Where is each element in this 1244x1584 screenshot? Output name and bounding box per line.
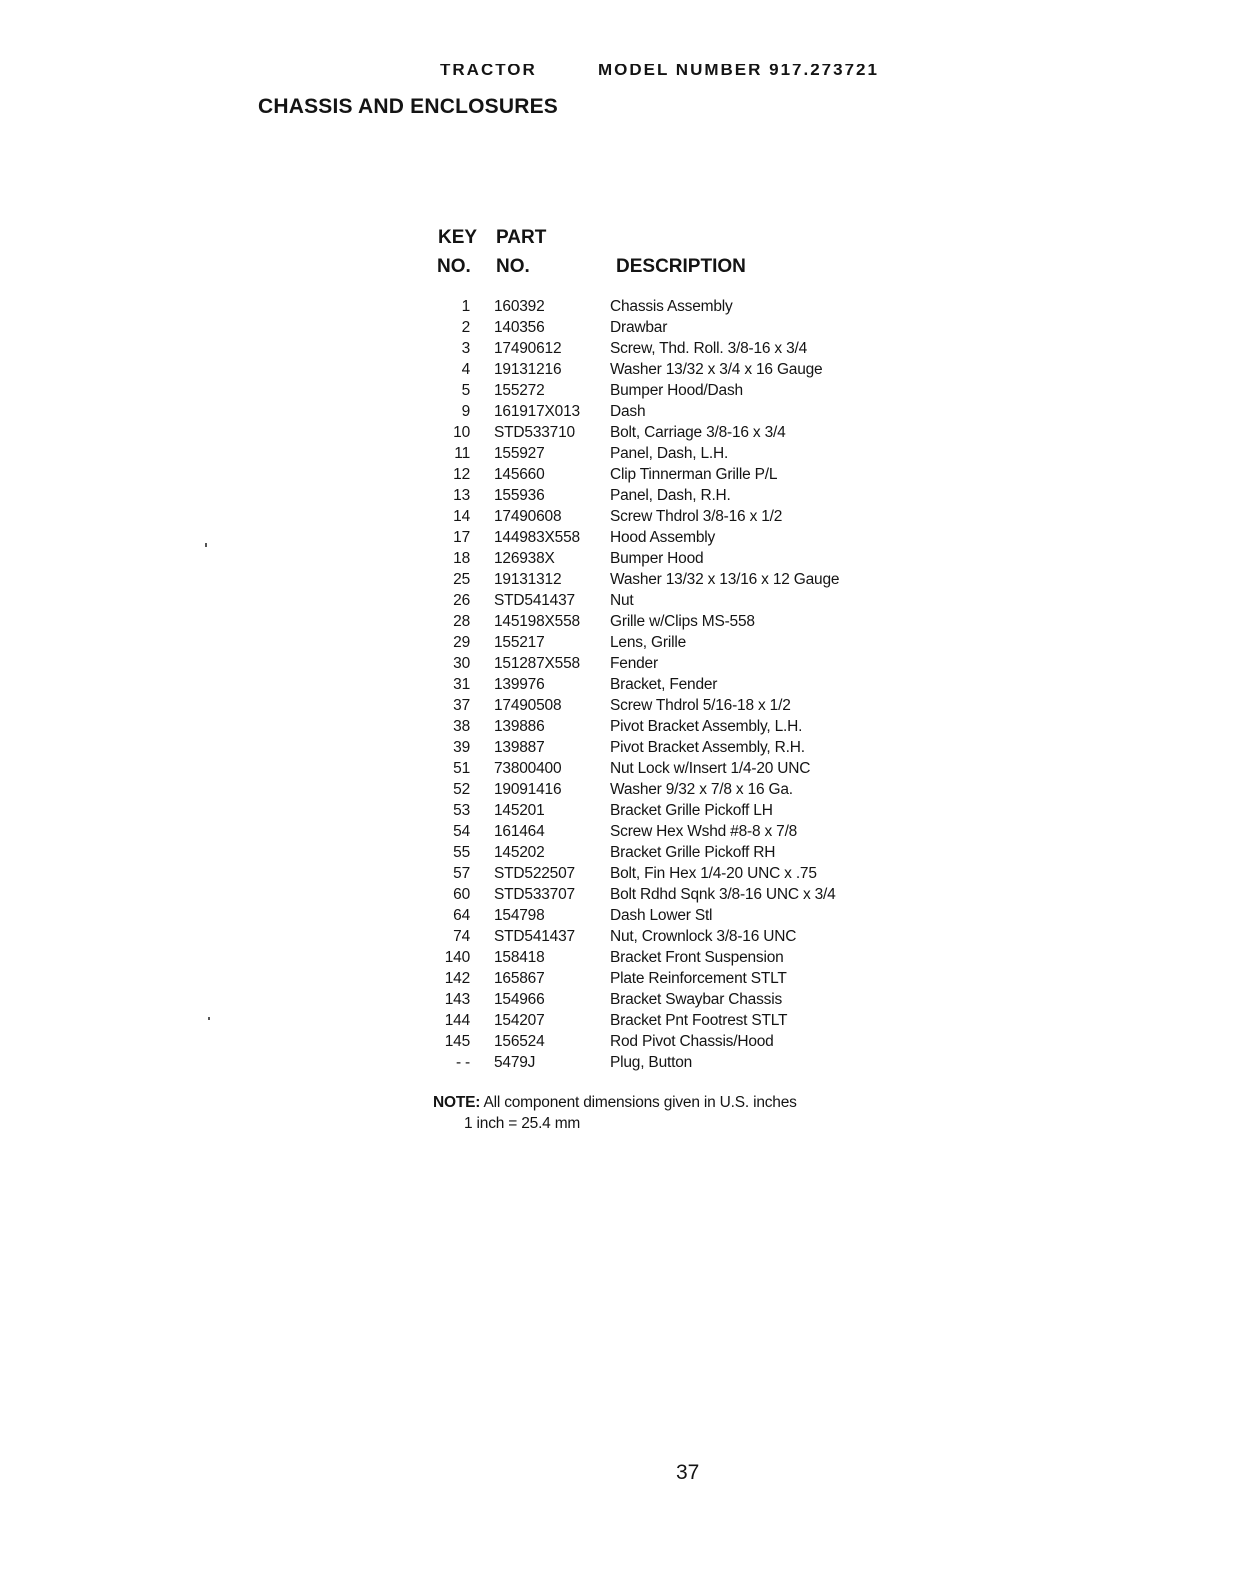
- key-number: 60: [453, 886, 470, 903]
- key-number: 57: [453, 865, 470, 882]
- part-row: [0, 905, 1244, 926]
- part-row: [0, 338, 1244, 359]
- part-row: [0, 926, 1244, 947]
- part-number: 73800400: [494, 760, 562, 777]
- part-description: Dash: [610, 403, 646, 420]
- key-column-header-line2: NO.: [437, 256, 471, 277]
- part-row: [0, 737, 1244, 758]
- part-row: [0, 422, 1244, 443]
- part-description: Screw, Thd. Roll. 3/8-16 x 3/4: [610, 340, 808, 357]
- part-row: [0, 317, 1244, 338]
- part-description: Nut: [610, 592, 634, 609]
- part-description: Bracket Pnt Footrest STLT: [610, 1012, 788, 1029]
- key-number: 74: [453, 928, 470, 945]
- part-number: STD533710: [494, 424, 575, 441]
- part-column-header-line2: NO.: [496, 256, 530, 277]
- part-number: 145660: [494, 466, 545, 483]
- key-number: 26: [453, 592, 470, 609]
- key-number: 17: [453, 529, 470, 546]
- part-number: 19131216: [494, 361, 562, 378]
- note-label: NOTE:: [433, 1094, 481, 1111]
- part-row: [0, 632, 1244, 653]
- part-row: [0, 653, 1244, 674]
- part-row: [0, 842, 1244, 863]
- part-description: Rod Pivot Chassis/Hood: [610, 1033, 774, 1050]
- key-number: 4: [461, 361, 470, 378]
- parts-list: [0, 296, 1244, 1073]
- part-row: [0, 716, 1244, 737]
- part-description: Pivot Bracket Assembly, R.H.: [610, 739, 805, 756]
- key-number: 10: [453, 424, 470, 441]
- part-description: Bolt Rdhd Sqnk 3/8-16 UNC x 3/4: [610, 886, 836, 903]
- part-description: Bracket Front Suspension: [610, 949, 784, 966]
- key-number: 29: [453, 634, 470, 651]
- part-row: [0, 968, 1244, 989]
- part-row: [0, 674, 1244, 695]
- part-description: Grille w/Clips MS-558: [610, 613, 755, 630]
- part-number: 126938X: [494, 550, 555, 567]
- part-row: [0, 611, 1244, 632]
- part-number: 161917X013: [494, 403, 580, 420]
- cut-off-header: [420, 64, 940, 80]
- part-number: 155936: [494, 487, 545, 504]
- part-description: Dash Lower Stl: [610, 907, 713, 924]
- key-number: 30: [453, 655, 470, 672]
- part-number: 161464: [494, 823, 545, 840]
- part-number: 154966: [494, 991, 545, 1008]
- part-description: Chassis Assembly: [610, 298, 733, 315]
- key-number: 55: [453, 844, 470, 861]
- part-number: STD541437: [494, 592, 575, 609]
- part-number: 160392: [494, 298, 545, 315]
- part-number: 139976: [494, 676, 545, 693]
- key-number: 37: [453, 697, 470, 714]
- part-row: [0, 548, 1244, 569]
- key-number: 145: [444, 1033, 470, 1050]
- key-number: 64: [453, 907, 470, 924]
- key-number: 38: [453, 718, 470, 735]
- key-number: 25: [453, 571, 470, 588]
- part-row: [0, 443, 1244, 464]
- part-row: [0, 863, 1244, 884]
- part-number: 140356: [494, 319, 545, 336]
- header-product: TRACTOR: [440, 64, 537, 79]
- part-number: 17490508: [494, 697, 562, 714]
- part-description: Bolt, Fin Hex 1/4-20 UNC x .75: [610, 865, 817, 882]
- key-number: 28: [453, 613, 470, 630]
- part-row: [0, 989, 1244, 1010]
- key-number: - -: [455, 1054, 470, 1071]
- note-text: All component dimensions given in U.S. inches: [480, 1094, 797, 1111]
- part-description: Pivot Bracket Assembly, L.H.: [610, 718, 803, 735]
- part-row: [0, 569, 1244, 590]
- key-number: 5: [461, 382, 470, 399]
- part-description: Screw Hex Wshd #8-8 x 7/8: [610, 823, 798, 840]
- key-number: 12: [453, 466, 470, 483]
- dimension-note: [433, 1094, 797, 1112]
- part-description: Bracket Grille Pickoff RH: [610, 844, 776, 861]
- part-number: 19131312: [494, 571, 562, 588]
- key-number: 18: [453, 550, 470, 567]
- key-number: 140: [444, 949, 470, 966]
- part-description: Washer 13/32 x 3/4 x 16 Gauge: [610, 361, 823, 378]
- part-row: [0, 485, 1244, 506]
- part-number: 17490608: [494, 508, 562, 525]
- part-description: Bracket, Fender: [610, 676, 718, 693]
- part-number: 154207: [494, 1012, 545, 1029]
- part-row: [0, 1031, 1244, 1052]
- part-number: 155272: [494, 382, 545, 399]
- part-row: [0, 947, 1244, 968]
- part-description: Drawbar: [610, 319, 668, 336]
- part-description: Bracket Swaybar Chassis: [610, 991, 782, 1008]
- part-column-header-line1: PART: [496, 227, 547, 248]
- part-number: 156524: [494, 1033, 545, 1050]
- key-number: 39: [453, 739, 470, 756]
- key-number: 52: [453, 781, 470, 798]
- part-number: 144983X558: [494, 529, 580, 546]
- part-number: 145201: [494, 802, 545, 819]
- part-row: [0, 527, 1244, 548]
- key-number: 51: [453, 760, 470, 777]
- key-number: 9: [461, 403, 470, 420]
- section-title: CHASSIS AND ENCLOSURES: [258, 95, 558, 118]
- part-number: 158418: [494, 949, 545, 966]
- part-number: 19091416: [494, 781, 562, 798]
- key-number: 31: [453, 676, 470, 693]
- part-description: Hood Assembly: [610, 529, 716, 546]
- part-row: [0, 296, 1244, 317]
- part-number: 5479J: [494, 1054, 536, 1071]
- part-row: [0, 800, 1244, 821]
- key-column-header-line1: KEY: [438, 227, 478, 248]
- header-model-number: MODEL NUMBER 917.273721: [598, 64, 879, 79]
- part-row: [0, 590, 1244, 611]
- key-number: 14: [453, 508, 470, 525]
- part-number: 151287X558: [494, 655, 580, 672]
- part-row: [0, 401, 1244, 422]
- key-number: 54: [453, 823, 470, 840]
- key-number: 144: [444, 1012, 470, 1029]
- part-number: 154798: [494, 907, 545, 924]
- key-number: 3: [461, 340, 470, 357]
- part-description: Fender: [610, 655, 658, 672]
- part-number: 17490612: [494, 340, 562, 357]
- description-column-header: DESCRIPTION: [616, 256, 746, 277]
- part-row: [0, 1052, 1244, 1073]
- key-number: 11: [454, 445, 470, 462]
- page-number: 37: [676, 1461, 700, 1484]
- part-number: STD541437: [494, 928, 575, 945]
- part-row: [0, 779, 1244, 800]
- part-row: [0, 758, 1244, 779]
- part-description: Screw Thdrol 5/16-18 x 1/2: [610, 697, 791, 714]
- part-row: [0, 464, 1244, 485]
- part-row: [0, 506, 1244, 527]
- part-description: Panel, Dash, R.H.: [610, 487, 731, 504]
- part-number: 145198X558: [494, 613, 580, 630]
- part-description: Bracket Grille Pickoff LH: [610, 802, 773, 819]
- part-description: Bumper Hood: [610, 550, 704, 567]
- scan-speck: [205, 543, 207, 547]
- part-row: [0, 821, 1244, 842]
- part-description: Clip Tinnerman Grille P/L: [610, 466, 778, 483]
- part-row: [0, 884, 1244, 905]
- part-row: [0, 1010, 1244, 1031]
- part-description: Plug, Button: [610, 1054, 693, 1071]
- key-number: 1: [461, 298, 470, 315]
- scan-speck: [208, 1017, 210, 1020]
- part-number: STD522507: [494, 865, 575, 882]
- key-number: 2: [461, 319, 470, 336]
- part-number: 155927: [494, 445, 545, 462]
- part-number: 139886: [494, 718, 545, 735]
- part-number: 139887: [494, 739, 545, 756]
- part-description: Lens, Grille: [610, 634, 686, 651]
- part-description: Washer 9/32 x 7/8 x 16 Ga.: [610, 781, 793, 798]
- key-number: 13: [453, 487, 470, 504]
- part-description: Nut Lock w/Insert 1/4-20 UNC: [610, 760, 811, 777]
- part-description: Nut, Crownlock 3/8-16 UNC: [610, 928, 797, 945]
- part-row: [0, 380, 1244, 401]
- key-number: 143: [444, 991, 470, 1008]
- part-row: [0, 359, 1244, 380]
- part-description: Panel, Dash, L.H.: [610, 445, 729, 462]
- part-description: Screw Thdrol 3/8-16 x 1/2: [610, 508, 783, 525]
- conversion-note: 1 inch = 25.4 mm: [464, 1115, 581, 1132]
- part-number: 155217: [494, 634, 545, 651]
- part-number: STD533707: [494, 886, 575, 903]
- key-number: 142: [444, 970, 470, 987]
- part-number: 145202: [494, 844, 545, 861]
- part-description: Bumper Hood/Dash: [610, 382, 743, 399]
- part-description: Plate Reinforcement STLT: [610, 970, 787, 987]
- part-row: [0, 695, 1244, 716]
- part-description: Bolt, Carriage 3/8-16 x 3/4: [610, 424, 786, 441]
- part-number: 165867: [494, 970, 545, 987]
- part-description: Washer 13/32 x 13/16 x 12 Gauge: [610, 571, 840, 588]
- key-number: 53: [453, 802, 470, 819]
